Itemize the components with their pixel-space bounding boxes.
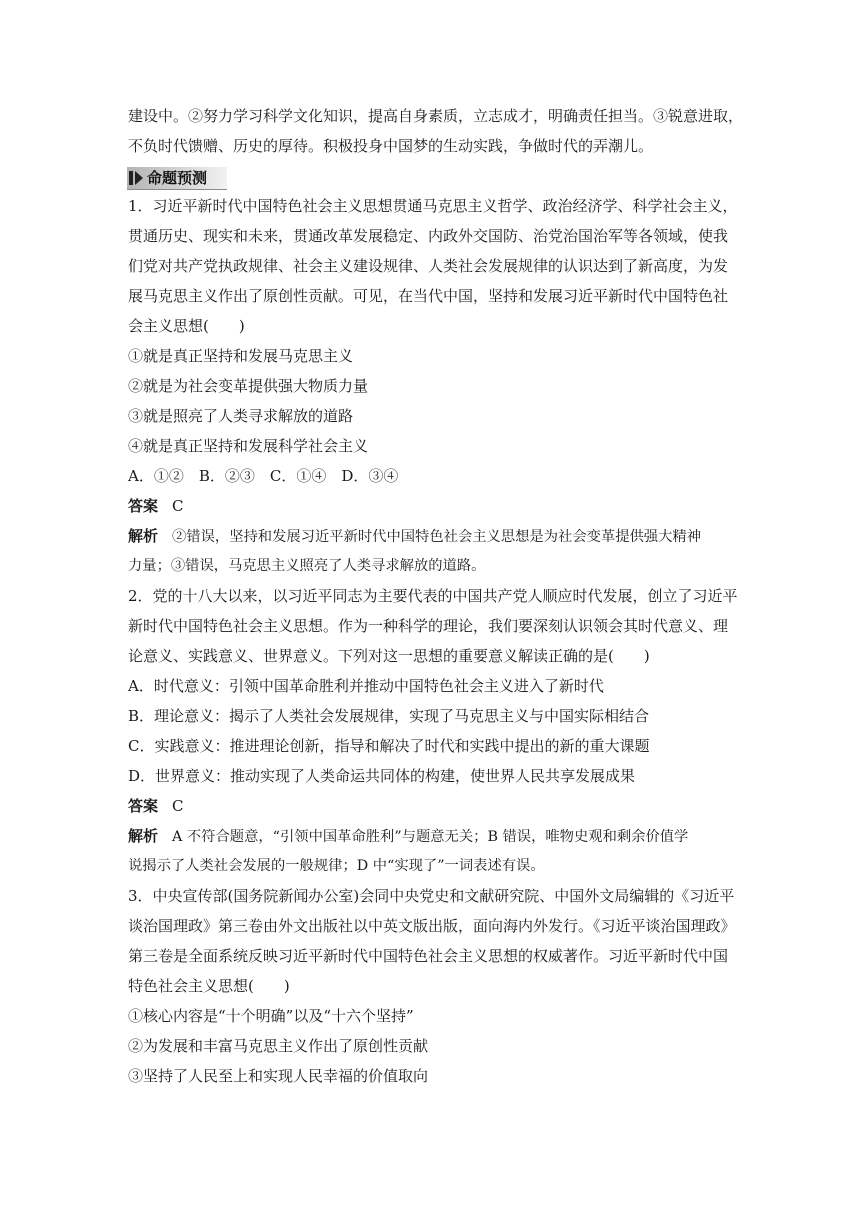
question-item: C．实践意义：推进理论创新，指导和解决了时代和实践中提出的新的重大课题 bbox=[128, 737, 650, 755]
question-stem-line: 谈治国理政》第三卷由外文出版社以中英文版出版，面向海内外发行。《习近平谈治国理政》 bbox=[128, 917, 736, 935]
question-item: ②就是为社会变革提供强大物质力量 bbox=[128, 377, 369, 395]
question-item: D．世界意义：推动实现了人类命运共同体的构建，使世界人民共享发展成果 bbox=[128, 767, 636, 785]
analysis-text: 力量；③错误，马克思主义照亮了人类寻求解放的道路。 bbox=[128, 558, 486, 574]
section-title: 命题预测 bbox=[147, 169, 208, 187]
question-item: ②为发展和丰富马克思主义作出了原创性贡献 bbox=[128, 1037, 429, 1055]
question-item: B．理论意义：揭示了人类社会发展规律，实现了马克思主义与中国实际相结合 bbox=[128, 707, 650, 725]
question-choices: A．①② B．②③ C．①④ D．③④ bbox=[128, 467, 399, 485]
question-stem-line: 新时代中国特色社会主义思想。作为一种科学的理论，我们要深刻认识领会其时代意义、理 bbox=[128, 617, 729, 635]
intro-line: 不负时代馈赠、历史的厚待。积极投身中国梦的生动实践，争做时代的弄潮儿。 bbox=[128, 137, 654, 155]
section-marker-icon bbox=[129, 171, 143, 185]
answer-value: C bbox=[172, 797, 184, 815]
question-item: ③就是照亮了人类寻求解放的道路 bbox=[128, 407, 354, 425]
question-stem-line: 1．习近平新时代中国特色社会主义思想贯通马克思主义哲学、政治经济学、科学社会主义， bbox=[128, 197, 738, 215]
page-content bbox=[128, 101, 744, 1091]
question-item: ①核心内容是“十个明确”以及“十六个坚持” bbox=[128, 1007, 414, 1025]
analysis-text: ②错误，坚持和发展习近平新时代中国特色社会主义思想是为社会变革提供强大精神 bbox=[172, 529, 701, 545]
section-header bbox=[128, 163, 736, 193]
answer-label: 答案 bbox=[128, 797, 159, 815]
question-stem-line: 2．党的十八大以来，以习近平同志为主要代表的中国共产党人顺应时代发展，创立了习近平 bbox=[128, 587, 738, 605]
answer-label: 答案 bbox=[128, 497, 159, 515]
question-1 bbox=[128, 191, 736, 581]
analysis-label: 解析 bbox=[128, 527, 159, 545]
question-stem-line: 论意义、实践意义、世界意义。下列对这一思想的重要意义解读正确的是( ) bbox=[128, 647, 650, 665]
analysis-line bbox=[128, 521, 736, 551]
analysis-line bbox=[128, 821, 736, 851]
question-stem-line: 特色社会主义思想( ) bbox=[128, 977, 290, 995]
intro-line: 建设中。②努力学习科学文化知识，提高自身素质，立志成才，明确责任担当。③锐意进取， bbox=[128, 107, 744, 125]
answer-line bbox=[128, 791, 736, 821]
answer-line bbox=[128, 491, 736, 521]
question-stem-line: 3．中央宣传部(国务院新闻办公室)会同中央党史和文献研究院、中国外文局编辑的《习近平 bbox=[128, 887, 735, 905]
answer-value: C bbox=[172, 497, 184, 515]
analysis-text: A 不符合题意，“引领中国革命胜利”与题意无关；B 错误，唯物史观和剩余价值学 bbox=[172, 829, 689, 845]
question-item: ③坚持了人民至上和实现人民幸福的价值取向 bbox=[128, 1067, 429, 1085]
question-item: A．时代意义：引领中国革命胜利并推动中国特色社会主义进入了新时代 bbox=[128, 677, 604, 695]
question-2 bbox=[128, 581, 736, 881]
question-item: ①就是真正坚持和发展马克思主义 bbox=[128, 347, 354, 365]
question-stem-line: 会主义思想( ) bbox=[128, 317, 245, 335]
question-stem-line: 展马克思主义作出了原创性贡献。可见，在当代中国，坚持和发展习近平新时代中国特色社 bbox=[128, 287, 729, 305]
question-3 bbox=[128, 881, 736, 1091]
analysis-label: 解析 bbox=[128, 827, 159, 845]
analysis-text: 说揭示了人类社会发展的一般规律；D 中“实现了”一词表述有误。 bbox=[128, 858, 545, 874]
question-stem-line: 们党对共产党执政规律、社会主义建设规律、人类社会发展规律的认识达到了新高度，为发 bbox=[128, 257, 729, 275]
question-item: ④就是真正坚持和发展科学社会主义 bbox=[128, 437, 369, 455]
question-stem-line: 第三卷是全面系统反映习近平新时代中国特色社会主义思想的权威著作。习近平新时代中国 bbox=[128, 947, 729, 965]
question-stem-line: 贯通历史、现实和未来，贯通改革发展稳定、内政外交国防、治党治国治军等各领域，使我 bbox=[128, 227, 729, 245]
